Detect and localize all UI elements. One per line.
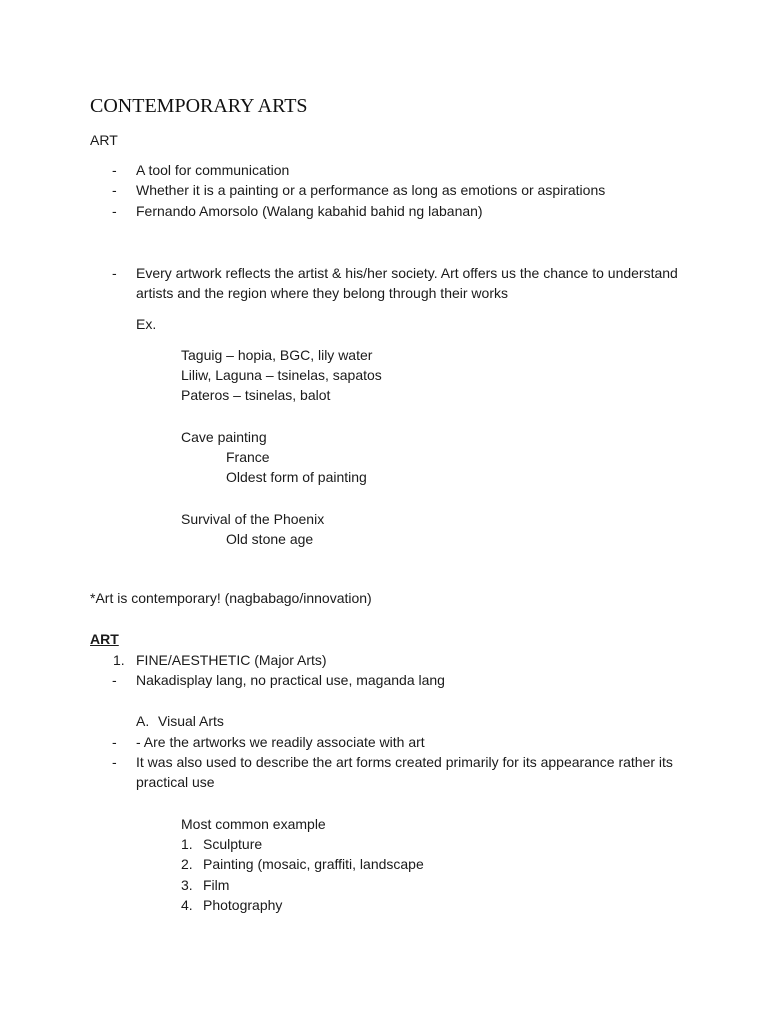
fine-arts-label: FINE/AESTHETIC (Major Arts) — [136, 652, 327, 668]
list-item: Fernando Amorsolo (Walang kabahid bahid ng labanan) — [136, 203, 483, 219]
list-item: Sculpture — [203, 836, 263, 852]
phoenix-label: Survival of the Phoenix — [181, 511, 325, 527]
list-number: 1. — [113, 652, 125, 668]
list-item: Pateros – tsinelas, balot — [181, 387, 331, 403]
list-item: Liliw, Laguna – tsinelas, sapatos — [181, 367, 382, 383]
page-title: CONTEMPORARY ARTS — [90, 95, 308, 117]
art-label: ART — [90, 132, 118, 148]
list-item: Whether it is a painting or a performance as long as emotions or aspirations — [136, 182, 606, 198]
list-item: A tool for communication — [136, 162, 290, 178]
list-item: Photography — [203, 897, 283, 913]
common-example-label: Most common example — [181, 816, 326, 832]
list-letter: A. — [136, 713, 150, 729]
contemporary-note: *Art is contemporary! (nagbabago/innovation) — [90, 590, 372, 606]
list-item: - Are the artworks we readily associate with art — [136, 734, 425, 750]
list-number: 2. — [181, 856, 193, 872]
list-number: 1. — [181, 836, 193, 852]
list-number: 4. — [181, 897, 193, 913]
society-paragraph: Every artwork reflects the artist & his/her society. Art offers us the chance to understand artists and the region where they belong through their works — [136, 265, 678, 301]
visual-arts-label: Visual Arts — [158, 713, 224, 729]
list-item: Film — [203, 877, 230, 893]
example-label: Ex. — [136, 316, 157, 332]
list-number: 3. — [181, 877, 193, 893]
dash-marker: - — [112, 734, 117, 750]
list-item: Nakadisplay lang, no practical use, maganda lang — [136, 672, 445, 688]
dash-marker: - — [112, 162, 117, 178]
dash-marker: - — [112, 182, 117, 198]
cave-painting-label: Cave painting — [181, 429, 267, 445]
list-item: Old stone age — [226, 531, 314, 547]
list-item: Taguig – hopia, BGC, lily water — [181, 347, 373, 363]
art-heading: ART — [90, 631, 119, 647]
list-item: France — [226, 449, 270, 465]
dash-marker: - — [112, 203, 117, 219]
dash-marker: - — [112, 754, 117, 770]
list-item: It was also used to describe the art forms created primarily for its appearance rather its practical use — [136, 754, 673, 790]
list-item: Painting (mosaic, graffiti, landscape — [203, 856, 424, 872]
dash-marker: - — [112, 672, 117, 688]
dash-marker: - — [112, 265, 117, 281]
list-item: Oldest form of painting — [226, 469, 367, 485]
